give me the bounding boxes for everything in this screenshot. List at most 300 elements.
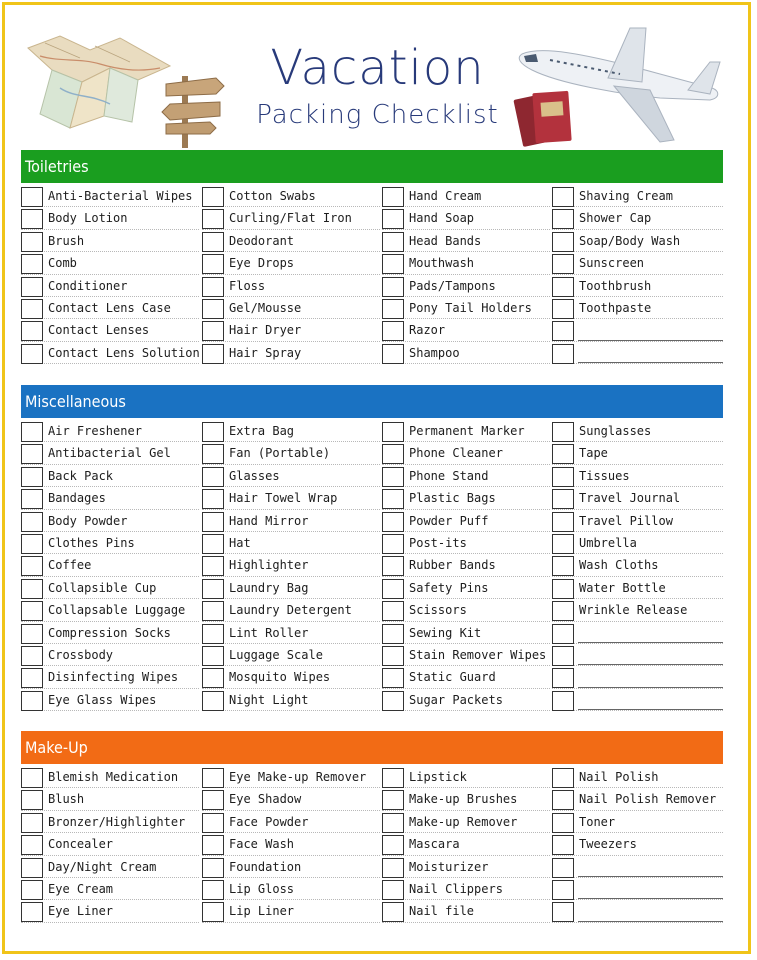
checklist-column: [21, 185, 199, 364]
checklist-item: [552, 554, 723, 576]
item-label: Comb: [48, 256, 77, 271]
checkbox[interactable]: [382, 422, 404, 442]
checklist-item: [21, 622, 199, 644]
blank-checklist-item: [552, 622, 723, 644]
checkbox[interactable]: [21, 321, 43, 341]
checkbox[interactable]: [552, 187, 574, 207]
checklist-item: [202, 275, 380, 297]
checkbox[interactable]: [382, 579, 404, 599]
checklist-item: [382, 420, 550, 442]
checkbox[interactable]: [552, 556, 574, 576]
checkbox[interactable]: [21, 835, 43, 855]
checkbox[interactable]: [382, 858, 404, 878]
checkbox[interactable]: [21, 668, 43, 688]
checkbox[interactable]: [382, 534, 404, 554]
item-label: Hair Dryer: [229, 323, 302, 338]
item-label: Foundation: [229, 859, 302, 874]
checkbox[interactable]: [21, 858, 43, 878]
item-label: Bandages: [48, 491, 106, 506]
checkbox[interactable]: [202, 321, 224, 341]
checklist-item: [382, 532, 550, 554]
checklist-item: [382, 207, 550, 229]
checkbox[interactable]: [202, 209, 224, 229]
checklist-item: [552, 788, 723, 810]
item-label: Tweezers: [579, 837, 637, 852]
checkbox[interactable]: [21, 489, 43, 509]
item-label: Eye Cream: [48, 881, 114, 896]
checklist-item: [202, 788, 380, 810]
checklist-grid: [21, 764, 723, 925]
item-label: Nail file: [409, 904, 475, 919]
item-label: Shower Cap: [579, 211, 652, 226]
checklist-item: [21, 554, 199, 576]
item-label: Eye Liner: [48, 904, 114, 919]
checklist-item: [202, 856, 380, 878]
checklist-item: [382, 644, 550, 666]
item-label: Collapsible Cup: [48, 580, 157, 595]
checkbox[interactable]: [382, 187, 404, 207]
signpost-icon: [162, 76, 224, 148]
checkbox[interactable]: [202, 624, 224, 644]
checklist-item: [21, 252, 199, 274]
checklist-item: [552, 275, 723, 297]
item-label: Contact Lens Solution: [48, 345, 200, 360]
item-label: Floss: [229, 278, 266, 293]
checklist-item: [382, 878, 550, 900]
checklist-item: [382, 442, 550, 464]
item-label: Shaving Cream: [579, 189, 673, 203]
item-label: Toothpaste: [579, 300, 652, 315]
checklist-item: [21, 644, 199, 666]
checklist-column: [382, 766, 550, 923]
checkbox[interactable]: [202, 858, 224, 878]
checkbox[interactable]: [382, 601, 404, 621]
item-label: Laundry Detergent: [229, 603, 352, 618]
checkbox[interactable]: [552, 209, 574, 229]
item-label: Hair Towel Wrap: [229, 491, 338, 506]
checkbox[interactable]: [552, 254, 574, 274]
checkbox[interactable]: [21, 512, 43, 532]
checklist-item: [21, 833, 199, 855]
item-label: Concealer: [48, 837, 114, 852]
checkbox[interactable]: [21, 187, 43, 207]
checklist-item: [382, 554, 550, 576]
checkbox[interactable]: [21, 299, 43, 319]
item-label: Disinfecting Wipes: [48, 670, 179, 685]
item-label: Sunscreen: [579, 256, 645, 271]
item-label: Safety Pins: [409, 580, 489, 595]
checklist-item: [382, 487, 550, 509]
item-label: Face Powder: [229, 814, 309, 829]
checkbox[interactable]: [382, 467, 404, 487]
checklist-item: [21, 275, 199, 297]
checkbox[interactable]: [382, 668, 404, 688]
checklist-item: [21, 297, 199, 319]
checklist-grid: [21, 418, 723, 713]
write-in-line[interactable]: [578, 687, 723, 688]
checkbox[interactable]: [552, 344, 574, 364]
blank-checklist-item: [552, 666, 723, 688]
item-label: Make-up Remover: [409, 814, 518, 829]
item-label: Conditioner: [48, 278, 128, 293]
item-label: Hat: [229, 535, 251, 550]
checkbox[interactable]: [202, 344, 224, 364]
blank-checklist-item: [552, 319, 723, 341]
item-label: Make-up Brushes: [409, 792, 518, 807]
item-label: Brush: [48, 233, 85, 248]
write-in-line[interactable]: [578, 876, 723, 877]
checklist-item: [382, 622, 550, 644]
checkbox[interactable]: [202, 813, 224, 833]
checklist-item: [21, 465, 199, 487]
section-toiletries: [21, 150, 723, 366]
item-label: Mascara: [409, 837, 460, 852]
checklist-item: [202, 442, 380, 464]
checkbox[interactable]: [382, 768, 404, 788]
checklist-item: [382, 833, 550, 855]
checklist-item: [202, 297, 380, 319]
checklist-item: [382, 252, 550, 274]
checklist-item: [382, 510, 550, 532]
checkbox[interactable]: [382, 344, 404, 364]
checkbox[interactable]: [552, 321, 574, 341]
item-label: Eye Make-up Remover: [229, 770, 367, 784]
checkbox[interactable]: [21, 254, 43, 274]
write-in-line[interactable]: [578, 664, 723, 665]
checklist-item: [202, 230, 380, 252]
item-label: Bronzer/Highlighter: [48, 814, 186, 829]
checkbox[interactable]: [382, 254, 404, 274]
checkbox[interactable]: [202, 467, 224, 487]
checkbox[interactable]: [21, 691, 43, 711]
checklist-column: [21, 766, 199, 923]
checklist-item: [21, 788, 199, 810]
checkbox[interactable]: [552, 668, 574, 688]
item-label: Coffee: [48, 558, 92, 573]
checkbox[interactable]: [552, 880, 574, 900]
write-in-line[interactable]: [578, 921, 723, 922]
checkbox[interactable]: [21, 467, 43, 487]
checklist-item: [202, 342, 380, 364]
checkbox[interactable]: [202, 422, 224, 442]
checklist-item: [21, 442, 199, 464]
checkbox[interactable]: [382, 835, 404, 855]
checklist-item: [382, 689, 550, 711]
item-label: Blemish Medication: [48, 770, 179, 784]
checkbox[interactable]: [382, 556, 404, 576]
item-label: Static Guard: [409, 670, 496, 685]
checklist-item: [202, 420, 380, 442]
write-in-line[interactable]: [578, 709, 723, 710]
checkbox[interactable]: [552, 579, 574, 599]
item-label: Laundry Bag: [229, 580, 309, 595]
item-label: Hair Spray: [229, 345, 302, 360]
checklist-item: [552, 442, 723, 464]
checkbox[interactable]: [202, 444, 224, 464]
checkbox[interactable]: [382, 902, 404, 922]
checkbox[interactable]: [202, 880, 224, 900]
item-label: Contact Lenses: [48, 323, 150, 338]
checklist-item: [552, 465, 723, 487]
checklist-item: [552, 420, 723, 442]
checkbox[interactable]: [552, 768, 574, 788]
checkbox[interactable]: [552, 790, 574, 810]
item-label: Post-its: [409, 535, 467, 550]
checkbox[interactable]: [552, 467, 574, 487]
checkbox[interactable]: [382, 880, 404, 900]
checkbox[interactable]: [382, 232, 404, 252]
checklist-item: [21, 185, 199, 207]
checkbox[interactable]: [552, 444, 574, 464]
item-label: Cotton Swabs: [229, 189, 316, 203]
checkbox[interactable]: [552, 691, 574, 711]
checkbox[interactable]: [552, 624, 574, 644]
checkbox[interactable]: [382, 624, 404, 644]
checklist-item: [382, 342, 550, 364]
checklist-item: [552, 185, 723, 207]
item-label: Crossbody: [48, 647, 114, 662]
checklist-column: [21, 420, 199, 711]
item-label: Toner: [579, 814, 616, 829]
checkbox[interactable]: [202, 187, 224, 207]
item-label: Wash Cloths: [579, 558, 659, 573]
item-label: Antibacterial Gel: [48, 446, 171, 461]
checkbox[interactable]: [202, 768, 224, 788]
checklist-item: [202, 319, 380, 341]
item-label: Highlighter: [229, 558, 309, 573]
item-label: Toothbrush: [579, 278, 652, 293]
checkbox[interactable]: [202, 790, 224, 810]
checkbox[interactable]: [21, 556, 43, 576]
checkbox[interactable]: [552, 902, 574, 922]
item-label: Moisturizer: [409, 859, 489, 874]
checklist-item: [21, 766, 199, 788]
checklist-item: [21, 342, 199, 364]
page-title: Vacation: [270, 40, 485, 96]
checkbox[interactable]: [21, 768, 43, 788]
checklist-column: [202, 185, 380, 364]
checklist-item: [382, 185, 550, 207]
checklist-item: [202, 644, 380, 666]
item-label: Blush: [48, 792, 85, 807]
checklist-item: [382, 319, 550, 341]
item-label: Eye Drops: [229, 256, 295, 271]
checkbox[interactable]: [202, 691, 224, 711]
item-label: Night Light: [229, 692, 309, 707]
checklist-item: [21, 510, 199, 532]
checklist-item: [202, 878, 380, 900]
checklist-item: [21, 207, 199, 229]
checklist-item: [382, 788, 550, 810]
checklist-item: [21, 666, 199, 688]
checklist-item: [202, 554, 380, 576]
checklist-item: [202, 510, 380, 532]
write-in-line[interactable]: [578, 898, 723, 899]
checkbox[interactable]: [21, 422, 43, 442]
checkbox[interactable]: [202, 512, 224, 532]
checkbox[interactable]: [382, 299, 404, 319]
item-label: Back Pack: [48, 468, 114, 483]
checkbox[interactable]: [21, 444, 43, 464]
checkbox[interactable]: [552, 858, 574, 878]
checkbox[interactable]: [202, 601, 224, 621]
checkbox[interactable]: [552, 601, 574, 621]
blank-checklist-item: [552, 856, 723, 878]
blank-checklist-item: [552, 342, 723, 364]
item-label: Lip Gloss: [229, 881, 295, 896]
checklist-item: [382, 297, 550, 319]
checkbox[interactable]: [21, 624, 43, 644]
item-label: Pads/Tampons: [409, 278, 496, 293]
item-label: Mosquito Wipes: [229, 670, 331, 685]
checkbox[interactable]: [382, 691, 404, 711]
checklist-item: [552, 207, 723, 229]
checkbox[interactable]: [21, 534, 43, 554]
checkbox[interactable]: [202, 299, 224, 319]
checkbox[interactable]: [21, 790, 43, 810]
item-label: Body Lotion: [48, 211, 128, 226]
item-label: Nail Clippers: [409, 881, 503, 896]
item-label: Pony Tail Holders: [409, 300, 532, 315]
checklist-item: [552, 766, 723, 788]
item-label: Head Bands: [409, 233, 482, 248]
checkbox[interactable]: [21, 880, 43, 900]
checklist-item: [382, 811, 550, 833]
checkbox[interactable]: [382, 512, 404, 532]
checklist-item: [552, 577, 723, 599]
checkbox[interactable]: [21, 902, 43, 922]
write-in-line[interactable]: [578, 362, 723, 363]
checklist-item: [202, 465, 380, 487]
checkbox[interactable]: [202, 646, 224, 666]
checklist-item: [202, 622, 380, 644]
checkbox[interactable]: [382, 444, 404, 464]
checklist-item: [552, 833, 723, 855]
checkbox[interactable]: [21, 579, 43, 599]
checkbox[interactable]: [202, 232, 224, 252]
item-label: Compression Socks: [48, 625, 171, 640]
item-label: Sunglasses: [579, 424, 652, 438]
checkbox[interactable]: [552, 646, 574, 666]
checkbox[interactable]: [202, 902, 224, 922]
checkbox[interactable]: [21, 601, 43, 621]
checkbox[interactable]: [202, 668, 224, 688]
checkbox[interactable]: [21, 209, 43, 229]
checklist-item: [202, 833, 380, 855]
item-label: Stain Remover Wipes: [409, 647, 547, 662]
checkbox[interactable]: [552, 422, 574, 442]
checkbox[interactable]: [552, 277, 574, 297]
blank-checklist-item: [552, 900, 723, 922]
item-label: Powder Puff: [409, 513, 489, 528]
checkbox[interactable]: [382, 277, 404, 297]
checkbox[interactable]: [202, 489, 224, 509]
item-label: Phone Stand: [409, 468, 489, 483]
checkbox[interactable]: [21, 813, 43, 833]
checklist-item: [202, 689, 380, 711]
checkbox[interactable]: [202, 556, 224, 576]
checklist-item: [202, 185, 380, 207]
checklist-item: [552, 252, 723, 274]
section-header-misc: Miscellaneous: [21, 385, 723, 418]
checkbox[interactable]: [21, 277, 43, 297]
checkbox[interactable]: [382, 646, 404, 666]
checkbox[interactable]: [382, 209, 404, 229]
checkbox[interactable]: [202, 579, 224, 599]
checkbox[interactable]: [202, 277, 224, 297]
item-label: Hand Soap: [409, 211, 475, 226]
item-label: Luggage Scale: [229, 647, 323, 662]
item-label: Eye Glass Wipes: [48, 692, 157, 707]
checklist-column: [552, 766, 723, 923]
checkbox[interactable]: [202, 254, 224, 274]
checklist-item: [202, 577, 380, 599]
section-header-makeup: Make-Up: [21, 731, 723, 764]
checklist-item: [382, 900, 550, 922]
item-label: Travel Journal: [579, 491, 681, 506]
checklist-item: [552, 599, 723, 621]
map-icon: [28, 36, 170, 128]
checklist-column: [382, 420, 550, 711]
checklist-item: [552, 487, 723, 509]
checkbox[interactable]: [382, 790, 404, 810]
checklist-item: [552, 811, 723, 833]
write-in-line[interactable]: [578, 340, 723, 341]
item-label: Permanent Marker: [409, 424, 525, 438]
item-label: Rubber Bands: [409, 558, 496, 573]
checklist-item: [21, 811, 199, 833]
item-label: Eye Shadow: [229, 792, 302, 807]
checklist-item: [21, 230, 199, 252]
checklist-item: [21, 856, 199, 878]
item-label: Hand Mirror: [229, 513, 309, 528]
item-label: Wrinkle Release: [579, 603, 688, 618]
checkbox[interactable]: [382, 321, 404, 341]
checklist-item: [552, 532, 723, 554]
checkbox[interactable]: [552, 512, 574, 532]
checklist-column: [382, 185, 550, 364]
item-label: Tissues: [579, 468, 630, 483]
checkbox[interactable]: [21, 232, 43, 252]
checkbox[interactable]: [202, 534, 224, 554]
checklist-item: [382, 230, 550, 252]
checklist-column: [202, 420, 380, 711]
checkbox[interactable]: [552, 534, 574, 554]
item-label: Lip Liner: [229, 904, 295, 919]
checklist-grid: [21, 183, 723, 366]
checkbox[interactable]: [382, 489, 404, 509]
checkbox[interactable]: [552, 232, 574, 252]
checkbox[interactable]: [382, 813, 404, 833]
checkbox[interactable]: [202, 835, 224, 855]
checklist-item: [382, 275, 550, 297]
checkbox[interactable]: [552, 299, 574, 319]
item-label: Travel Pillow: [579, 513, 673, 528]
checklist-column: [202, 766, 380, 923]
checkbox[interactable]: [21, 344, 43, 364]
write-in-line[interactable]: [578, 642, 723, 643]
item-label: Curling/Flat Iron: [229, 211, 352, 226]
checkbox[interactable]: [552, 489, 574, 509]
checkbox[interactable]: [552, 835, 574, 855]
checklist-item: [382, 577, 550, 599]
item-label: Collapsable Luggage: [48, 603, 186, 618]
checkbox[interactable]: [552, 813, 574, 833]
checklist-item: [202, 599, 380, 621]
checklist-item: [21, 878, 199, 900]
item-label: Shampoo: [409, 345, 460, 360]
checkbox[interactable]: [21, 646, 43, 666]
